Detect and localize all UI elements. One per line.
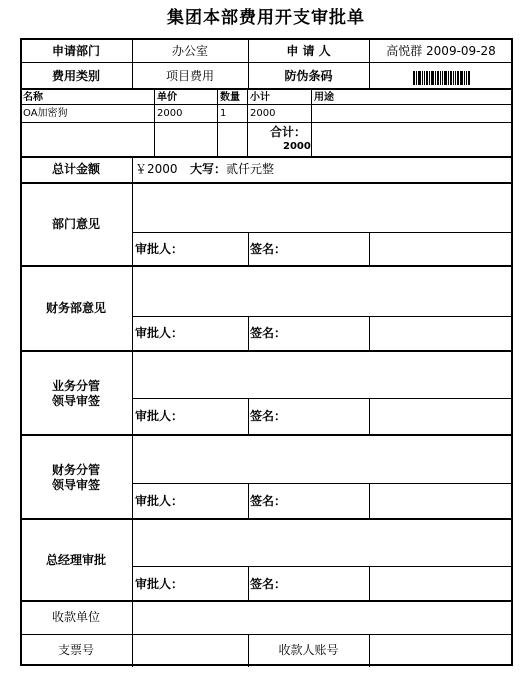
item-price-cell: 2000 bbox=[157, 108, 183, 119]
uppercase-value: 贰仟元整 bbox=[226, 162, 275, 176]
approver-label: 审批人： bbox=[135, 577, 184, 591]
item-name-cell: OA加密狗 bbox=[23, 108, 68, 119]
dept-value: 办公室 bbox=[171, 44, 208, 58]
col-header-purpose: 用途 bbox=[314, 92, 334, 103]
col-header-name: 名称 bbox=[23, 92, 43, 103]
category-value: 项目费用 bbox=[165, 69, 214, 83]
sign-label: 签名： bbox=[250, 242, 287, 256]
applicant-value: 高悦群 2009-09-28 bbox=[386, 44, 496, 58]
form-title: 集团本部费用开支审批单 bbox=[167, 8, 365, 28]
col-header-subtotal: 小计 bbox=[250, 92, 270, 103]
section-finance-leader-label-2: 领导审签 bbox=[51, 478, 100, 492]
approver-label: 审批人： bbox=[135, 494, 184, 508]
sign-label: 签名： bbox=[250, 577, 287, 591]
total-amount: ￥2000 bbox=[135, 162, 178, 176]
sum-label: 合计： bbox=[270, 125, 307, 139]
approval-form bbox=[20, 38, 513, 666]
payee-label: 收款单位 bbox=[51, 610, 100, 624]
applicant-label: 申 请 人 bbox=[286, 44, 331, 58]
section-gm-approval-label: 总经理审批 bbox=[45, 553, 106, 567]
sign-label: 签名： bbox=[250, 494, 287, 508]
dept-label: 申请部门 bbox=[51, 44, 100, 58]
sign-label: 签名： bbox=[250, 326, 287, 340]
account-label: 收款人账号 bbox=[278, 643, 339, 657]
col-header-qty: 数量 bbox=[220, 92, 240, 103]
item-qty-cell: 1 bbox=[220, 108, 227, 119]
approver-label: 审批人： bbox=[135, 326, 184, 340]
sum-value: 2000 bbox=[283, 141, 311, 152]
category-label: 费用类别 bbox=[51, 69, 100, 83]
section-finance-leader-label: 财务分管 bbox=[51, 463, 100, 477]
sign-label: 签名： bbox=[250, 409, 287, 423]
section-business-leader-label-2: 领导审签 bbox=[51, 394, 100, 408]
item-subtotal-cell: 2000 bbox=[250, 108, 276, 119]
total-label: 总计金额 bbox=[51, 162, 100, 176]
approver-label: 审批人： bbox=[135, 409, 184, 423]
cheque-label: 支票号 bbox=[57, 643, 94, 657]
col-header-price: 单价 bbox=[157, 92, 177, 103]
section-dept-opinion-label: 部门意见 bbox=[51, 217, 100, 231]
approver-label: 审批人： bbox=[135, 242, 184, 256]
section-finance-opinion-label: 财务部意见 bbox=[45, 301, 106, 315]
barcode-image bbox=[413, 71, 477, 85]
section-business-leader-label: 业务分管 bbox=[51, 379, 100, 393]
uppercase-label: 大写： bbox=[190, 162, 227, 176]
anticounterfeit-label: 防伪条码 bbox=[284, 69, 333, 83]
